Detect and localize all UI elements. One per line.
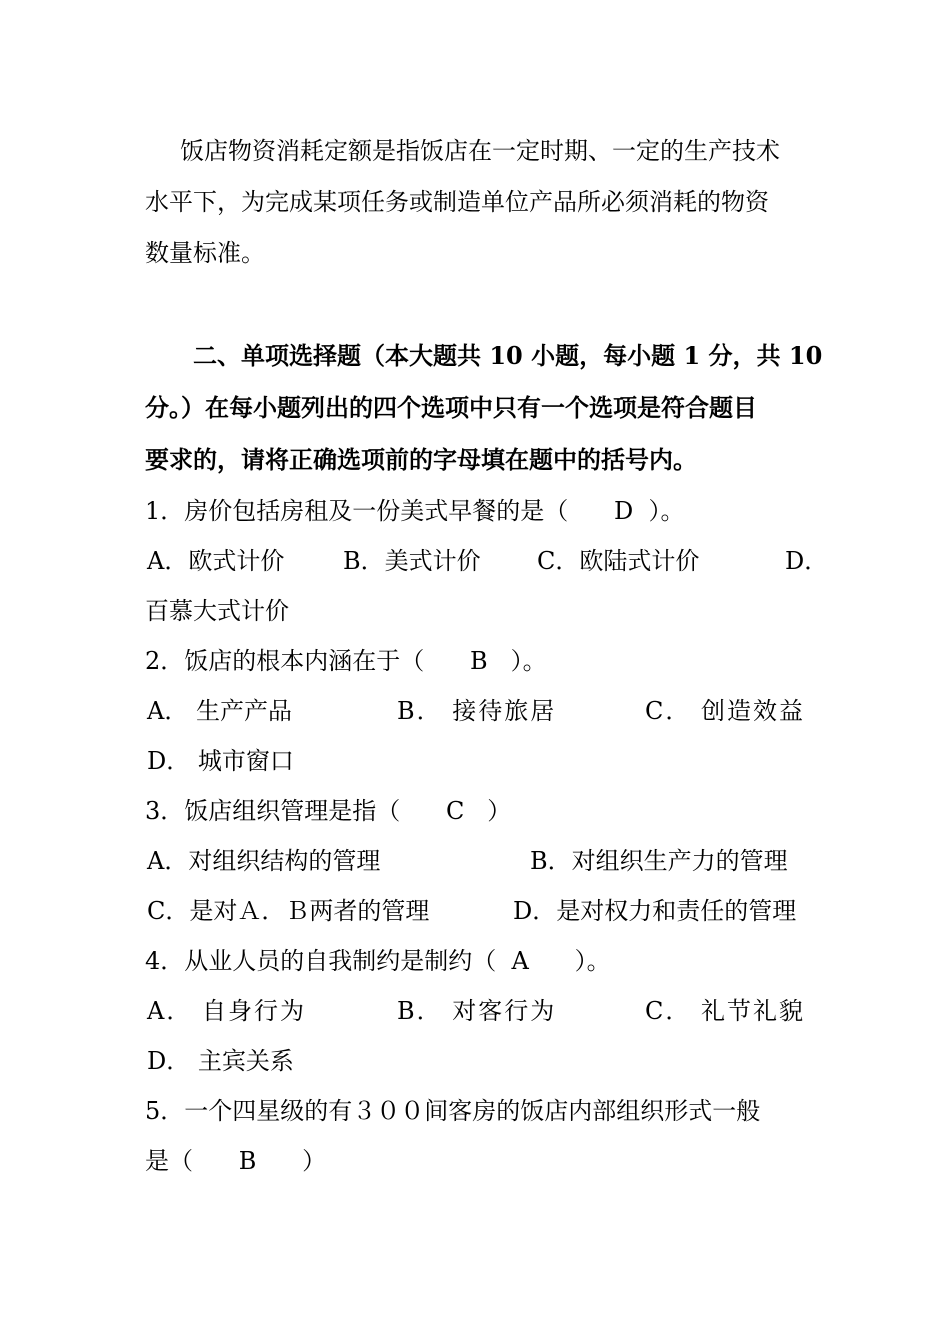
option-row	[145, 836, 810, 886]
option-a: A．对组织结构的管理	[147, 847, 381, 875]
option-b: B． 对客行为	[397, 997, 557, 1025]
question-2	[145, 636, 810, 786]
intro-paragraph	[145, 126, 810, 279]
option-row	[145, 886, 810, 936]
option-row	[145, 686, 810, 736]
option-row	[145, 986, 810, 1036]
question-stem-line-2: 是（ B ）	[145, 1147, 327, 1175]
question-stem-line-1: 5．一个四星级的有３００间客房的饭店内部组织形式一般	[145, 1097, 761, 1125]
intro-line-2: 水平下，为完成某项任务或制造单位产品所必须消耗的物资	[145, 188, 769, 216]
document-page	[145, 126, 829, 1186]
option-a: A．欧式计价	[147, 547, 285, 575]
question-stem: 3．饭店组织管理是指（ C ）	[145, 797, 512, 825]
option-d-continued: 百慕大式计价	[145, 597, 289, 625]
option-b: B． 接待旅居	[397, 697, 557, 725]
intro-line-1: 饭店物资消耗定额是指饭店在一定时期、一定的生产技术	[180, 137, 780, 165]
question-4	[145, 936, 810, 1086]
paragraph-gap	[145, 279, 810, 330]
section-heading	[145, 330, 823, 486]
question-5	[145, 1086, 810, 1186]
option-d: D．是对权力和责任的管理	[513, 897, 797, 925]
section-heading-line-3: 要求的，请将正确选项前的字母填在题中的括号内。	[145, 445, 697, 474]
option-a: A． 自身行为	[147, 997, 306, 1025]
option-a: A． 生产产品	[147, 697, 292, 725]
question-stem: 4．从业人员的自我制约是制约（ A ）。	[145, 947, 611, 975]
option-c: C． 礼节礼貌	[645, 997, 805, 1025]
option-b: B．美式计价	[343, 547, 481, 575]
option-d: D．	[785, 547, 829, 575]
option-d: D． 城市窗口	[147, 747, 294, 775]
option-b: B．对组织生产力的管理	[530, 847, 788, 875]
intro-line-3: 数量标准。	[145, 239, 265, 267]
option-row	[145, 536, 829, 586]
option-d: D． 主宾关系	[147, 1047, 294, 1075]
option-c: C．欧陆式计价	[537, 547, 700, 575]
question-stem: 2．饭店的根本内涵在于（ B ）。	[145, 647, 547, 675]
section-heading-line-1: 二、单项选择题（本大题共 10 小题，每小题 1 分，共 10	[193, 341, 823, 370]
option-c: C． 创造效益	[645, 697, 805, 725]
section-heading-line-2: 分。）在每小题列出的四个选项中只有一个选项是符合题目	[145, 393, 757, 422]
question-1	[145, 486, 829, 636]
question-stem: 1．房价包括房租及一份美式早餐的是（ D ）。	[145, 497, 685, 525]
question-3	[145, 786, 810, 936]
option-c: C．是对Ａ．Ｂ两者的管理	[147, 897, 430, 925]
